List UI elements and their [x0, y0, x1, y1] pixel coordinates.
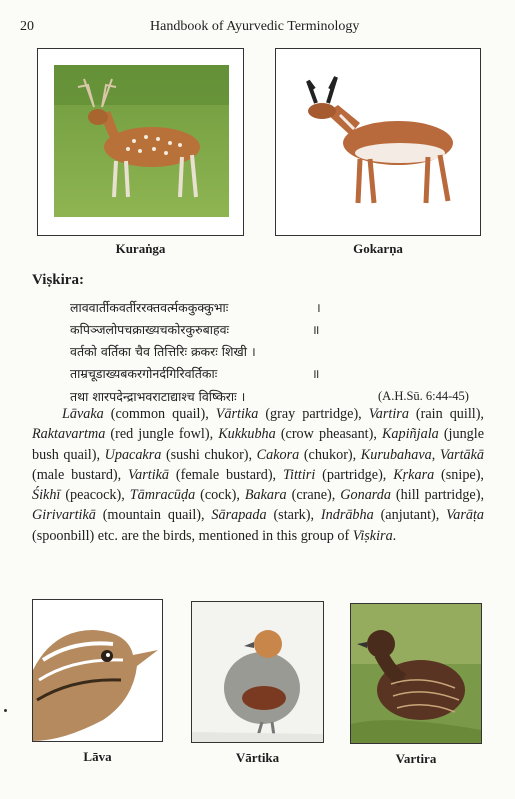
pronghorn-antelope-photo: [288, 63, 468, 223]
verse-mark: ॥: [312, 322, 320, 337]
body-text: (partridge),: [315, 466, 394, 483]
bird-term: Cakora: [256, 446, 300, 463]
body-text: (rain quill),: [408, 406, 484, 422]
verse-reference: (A.H.Sū. 6:44-45): [378, 389, 469, 403]
body-text: (spoonbill) etc. are the birds, mentioned in this group of: [32, 527, 353, 544]
verse-line: तथा शारपदेन्द्राभवराटाद्याश्च विष्किराः ।: [70, 389, 246, 404]
caption-kuranga: Kuraṅga: [115, 241, 166, 256]
body-text: (chukor),: [299, 446, 361, 463]
body-text: (crow pheasant),: [275, 426, 382, 443]
body-text: (gray partridge),: [258, 406, 369, 422]
body-paragraph: [32, 404, 484, 546]
bird-term: Lāvaka: [62, 406, 104, 422]
bird-term: Tāmracūḍa: [129, 487, 196, 504]
section-heading: Viṣkira:: [32, 272, 84, 288]
bird-term: Kapiñjala: [381, 426, 439, 443]
bird-term: Viṣkira: [352, 527, 393, 544]
bird-term: Vārtika: [215, 406, 259, 422]
bird-term: Śikhī: [32, 487, 61, 504]
spotted-deer-photo: [54, 65, 229, 217]
body-text: ,: [431, 446, 440, 463]
figure-kuranga: [37, 48, 244, 236]
verse-mark: ॥: [312, 366, 320, 381]
body-text: (sushi chukor),: [161, 446, 257, 463]
scan-speck: [4, 709, 7, 712]
body-text: (male bustard),: [32, 466, 129, 483]
caption-lava: Lāva: [83, 749, 112, 764]
body-text: (red jungle fowl),: [105, 426, 219, 443]
page-number: 20: [20, 19, 34, 34]
running-title: Handbook of Ayurvedic Terminology: [150, 19, 360, 34]
body-text: .: [392, 527, 397, 544]
verse-mark: ।: [316, 300, 321, 315]
quail-head-illustration: [33, 600, 162, 741]
body-text: (mountain quail),: [95, 507, 212, 524]
body-text: (peacock),: [60, 487, 130, 504]
body-text: (hill partridge),: [390, 487, 485, 504]
bird-term: Bakara: [244, 487, 287, 504]
verse-line: वर्तको वर्तिका चैव तित्तिरिः क्रकरः शिखी ।: [70, 344, 256, 359]
figure-vartira: [350, 603, 482, 744]
figure-vartika: [191, 601, 324, 743]
figure-gokarna: [275, 48, 481, 236]
bird-term: Gonarda: [340, 487, 391, 504]
body-text: (anjutant),: [373, 507, 447, 524]
page-header: [0, 19, 515, 37]
bird-term: Raktavartma: [32, 426, 106, 443]
bird-term: Tittiri: [282, 466, 316, 483]
caption-vartika: Vārtika: [235, 750, 280, 765]
bird-term: Sārapada: [211, 507, 267, 524]
bird-term: Upacakra: [104, 446, 162, 463]
verse-line: लाववार्तीकवर्तीररक्तवर्त्मककुक्कुभाः: [70, 300, 229, 315]
verse-line: कपिञ्जलोपचक्राख्यचकोरकुरुबाहवः: [70, 322, 230, 337]
bird-term: Kṛkara: [393, 466, 435, 483]
bird-term: Girivartikā: [32, 507, 96, 524]
caption-gokarna: Gokarṇa: [353, 241, 403, 256]
body-text: (jungle bush quail),: [32, 426, 484, 463]
bird-term: Indrābha: [320, 507, 374, 524]
bird-term: Kukkubha: [218, 426, 276, 443]
bird-term: Kurubahava: [360, 446, 432, 463]
verse-line: ताम्रचूडाख्यबकरगोनर्दगिरिवर्तिकाः: [70, 366, 218, 381]
bird-term: Vartākā: [439, 446, 484, 463]
body-text: (stark),: [266, 507, 321, 524]
bird-term: Vartikā: [128, 466, 170, 483]
bird-term: Vartira: [368, 406, 409, 422]
body-text: (crane),: [286, 487, 341, 504]
body-text: (cock),: [195, 487, 245, 504]
bird-term: Varāṭa: [446, 507, 484, 524]
figure-lava: [32, 599, 163, 742]
body-text: (common quail),: [103, 406, 216, 422]
body-text: (snipe),: [434, 466, 484, 483]
rain-quail-photo: [351, 604, 481, 743]
gray-partridge-photo: [192, 602, 323, 742]
body-text: (female bustard),: [169, 466, 283, 483]
caption-vartira: Vartira: [395, 751, 437, 766]
